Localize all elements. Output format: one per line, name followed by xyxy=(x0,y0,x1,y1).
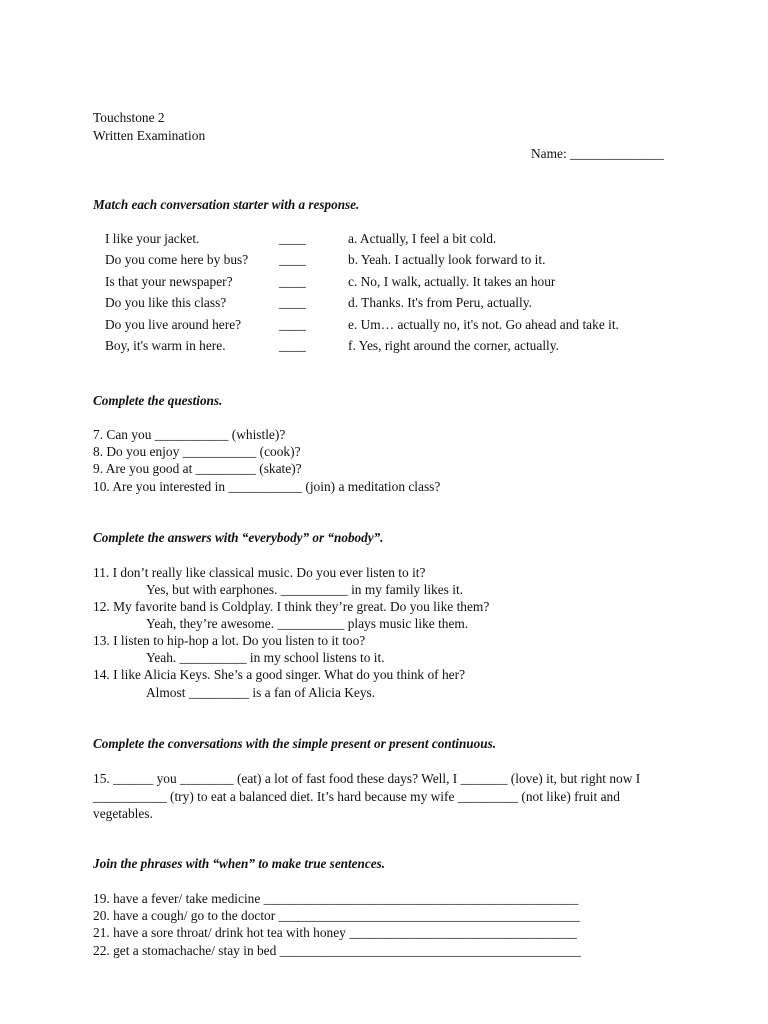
section-heading-questions: Complete the questions. xyxy=(93,393,223,408)
prompt-line: 12. My favorite band is Coldplay. I think they’re great. Do you like them? xyxy=(93,599,490,614)
match-row xyxy=(0,317,768,337)
match-row xyxy=(0,274,768,294)
answer-blank: ____ xyxy=(279,274,306,289)
starter-text: Do you live around here? xyxy=(105,317,242,332)
question-item: 7. Can you ___________ (whistle)? xyxy=(93,427,286,442)
answer-line: Yeah. __________ in my school listens to it. xyxy=(146,650,385,665)
tenses-paragraph: 15. ______ you ________ (eat) a lot of fast food these days? Well, I _______ (love) it, but right now I ___________ (try) to eat a balanced diet. It’s hard because my wife _________ (not like) fruit and vegetables. xyxy=(93,771,641,821)
section-heading-when: Join the phrases with “when” to make true sentences. xyxy=(93,856,385,871)
answer-blank: ____ xyxy=(279,252,306,267)
response-text: d. Thanks. It's from Peru, actually. xyxy=(348,295,532,310)
answer-line: Yes, but with earphones. __________ in my family likes it. xyxy=(146,582,464,597)
answer-line: Yeah, they’re awesome. __________ plays music like them. xyxy=(146,616,469,631)
answer-blank: ____ xyxy=(279,317,306,332)
section-heading-everybody: Complete the answers with “everybody” or “nobody”. xyxy=(93,530,384,545)
section-heading-tenses: Complete the conversations with the simple present or present continuous. xyxy=(93,736,496,751)
prompt-line: 13. I listen to hip-hop a lot. Do you listen to it too? xyxy=(93,633,366,648)
prompt-line: 11. I don’t really like classical music. Do you ever listen to it? xyxy=(93,565,426,580)
when-item: 19. have a fever/ take medicine _______________________________________________ xyxy=(93,891,579,906)
when-item: 21. have a sore throat/ drink hot tea with honey __________________________________ xyxy=(93,925,577,940)
response-text: c. No, I walk, actually. It takes an hour xyxy=(348,274,556,289)
exam-subtitle: Written Examination xyxy=(93,128,206,143)
prompt-line: 14. I like Alicia Keys. She’s a good singer. What do you think of her? xyxy=(93,667,466,682)
match-row xyxy=(0,295,768,315)
question-item: 8. Do you enjoy ___________ (cook)? xyxy=(93,444,301,459)
response-text: a. Actually, I feel a bit cold. xyxy=(348,231,497,246)
match-row xyxy=(0,231,768,251)
answer-line: Almost _________ is a fan of Alicia Keys. xyxy=(146,685,376,700)
when-item: 20. have a cough/ go to the doctor _____________________________________________ xyxy=(93,908,580,923)
section-heading-match: Match each conversation starter with a response. xyxy=(93,197,360,212)
response-text: b. Yeah. I actually look forward to it. xyxy=(348,252,546,267)
starter-text: I like your jacket. xyxy=(105,231,200,246)
starter-text: Do you come here by bus? xyxy=(105,252,249,267)
answer-blank: ____ xyxy=(279,338,306,353)
question-item: 9. Are you good at _________ (skate)? xyxy=(93,461,302,476)
starter-text: Do you like this class? xyxy=(105,295,227,310)
starter-text: Is that your newspaper? xyxy=(105,274,233,289)
answer-blank: ____ xyxy=(279,231,306,246)
match-row xyxy=(0,252,768,272)
response-text: f. Yes, right around the corner, actually. xyxy=(348,338,559,353)
exam-title: Touchstone 2 xyxy=(93,110,165,125)
response-text: e. Um… actually no, it's not. Go ahead and take it. xyxy=(348,317,619,332)
match-row xyxy=(0,338,768,358)
question-item: 10. Are you interested in ___________ (join) a meditation class? xyxy=(93,479,441,494)
when-item: 22. get a stomachache/ stay in bed _____________________________________________ xyxy=(93,943,581,958)
name-field: Name: ______________ xyxy=(531,146,664,161)
answer-blank: ____ xyxy=(279,295,306,310)
starter-text: Boy, it's warm in here. xyxy=(105,338,226,353)
